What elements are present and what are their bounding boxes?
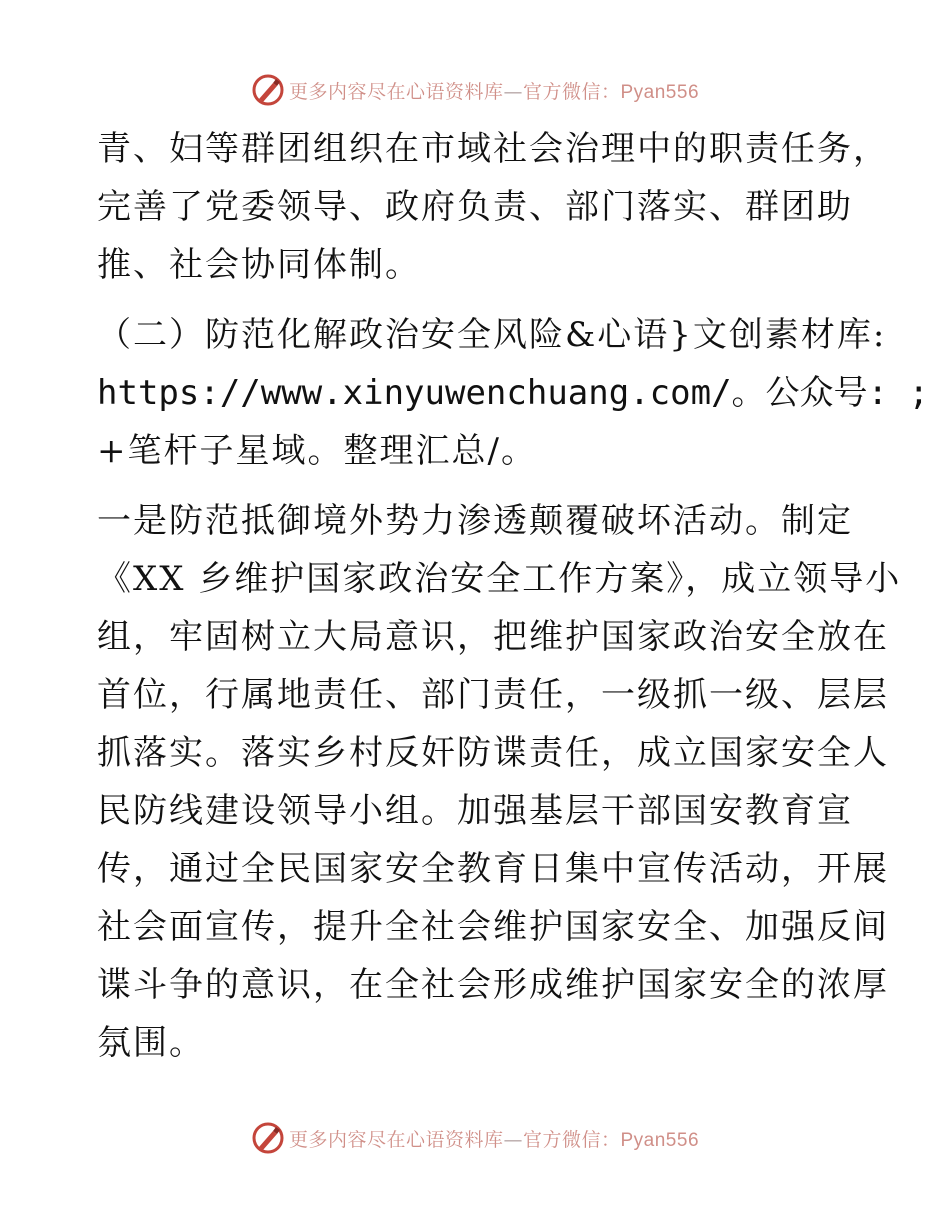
watermark-brand: 更多内容尽在心语资料库 bbox=[288, 80, 504, 103]
header-watermark bbox=[0, 70, 950, 110]
watermark-dash: — bbox=[503, 80, 523, 103]
text-line: 抓落实。落实乡村反奸防谍责任，成立国家安全人 bbox=[97, 733, 889, 773]
paragraph-1 bbox=[97, 120, 889, 294]
pen-logo-icon bbox=[251, 73, 285, 107]
text-line: 推、社会协同体制。 bbox=[97, 245, 421, 285]
text-line: +笔杆子星域。整理汇总/。 bbox=[97, 431, 537, 471]
text-line-url: https://www.xinyuwenchuang.com/。公众号: ; bbox=[97, 373, 929, 413]
text-line: 一是防范抵御境外势力渗透颠覆破坏活动。制定 bbox=[97, 501, 853, 541]
text-line: 完善了党委领导、政府负责、部门落实、群团助 bbox=[97, 187, 853, 227]
text-line: 首位，行属地责任、部门责任，一级抓一级、层层 bbox=[97, 675, 889, 715]
text-line: 青、妇等群团组织在市域社会治理中的职责任务， bbox=[97, 129, 889, 169]
paragraph-3 bbox=[97, 492, 902, 1072]
pen-logo-icon bbox=[251, 1121, 285, 1155]
text-line: 社会面宣传，提升全社会维护国家安全、加强反间 bbox=[97, 907, 889, 947]
watermark-dash: — bbox=[503, 1128, 523, 1151]
text-line: 民防线建设领导小组。加强基层干部国安教育宣 bbox=[97, 791, 853, 831]
footer-watermark bbox=[0, 1118, 950, 1158]
watermark-text bbox=[289, 1125, 699, 1152]
section-heading-2 bbox=[97, 306, 929, 480]
text-line: 谍斗争的意识，在全社会形成维护国家安全的浓厚 bbox=[97, 965, 889, 1005]
text-line: 氛围。 bbox=[97, 1023, 205, 1063]
watermark-label: 官方微信： bbox=[522, 1128, 621, 1151]
watermark-brand: 更多内容尽在心语资料库 bbox=[288, 1128, 504, 1151]
text-line: 组，牢固树立大局意识，把维护国家政治安全放在 bbox=[97, 617, 889, 657]
document-body bbox=[97, 120, 929, 1072]
text-line: 《XX 乡维护国家政治安全工作方案》，成立领导小 bbox=[97, 559, 902, 599]
watermark-label: 官方微信： bbox=[522, 80, 621, 103]
text-line: （二）防范化解政治安全风险&心语}文创素材库: bbox=[97, 315, 887, 355]
text-line: 传，通过全民国家安全教育日集中宣传活动，开展 bbox=[97, 849, 889, 889]
watermark-wechat-id: Pyan556 bbox=[620, 81, 700, 103]
watermark-wechat-id: Pyan556 bbox=[620, 1129, 700, 1151]
watermark-text bbox=[289, 77, 699, 104]
